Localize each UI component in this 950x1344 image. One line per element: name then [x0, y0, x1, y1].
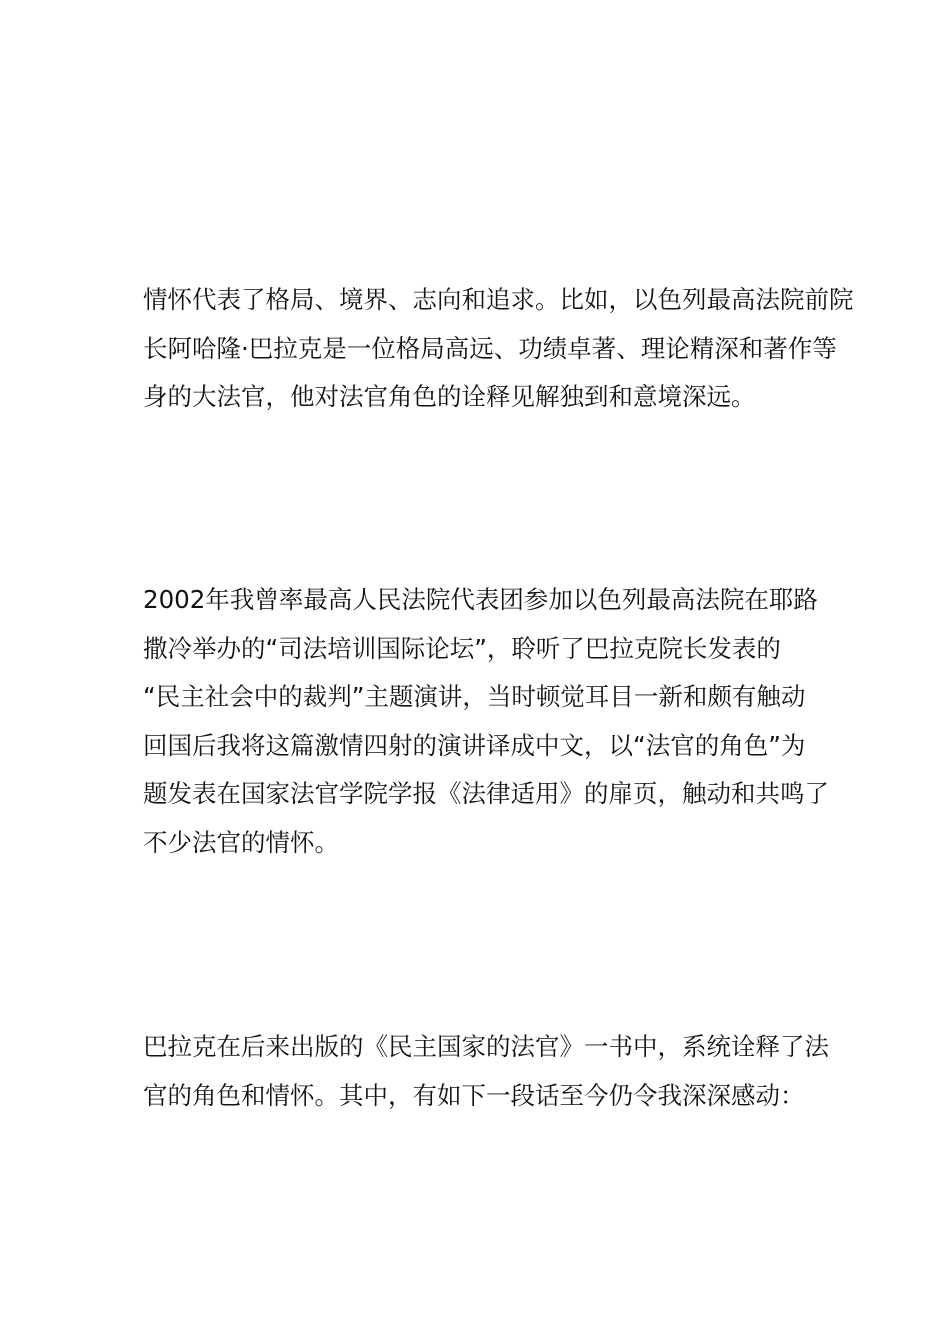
- paragraph-line: 回国后我将这篇激情四射的演讲译成中文，以“法官的角色”为: [143, 730, 806, 760]
- paragraph-2: [143, 576, 829, 867]
- paragraph-line: 身的大法官，他对法官角色的诠释见解独到和意境深远。: [143, 382, 756, 411]
- paragraph-line: “民主社会中的裁判”主题演讲，当时顿觉耳目一新和颇有触动: [143, 682, 806, 711]
- paragraph-line: 撒冷举办的“司法培训国际论坛”，聆听了巴拉克院长发表的: [143, 633, 781, 663]
- paragraph-line: 巴拉克在后来出版的《民主国家的法官》一书中，系统诠释了法: [143, 1032, 829, 1061]
- paragraph-line: 官的角色和情怀。其中，有如下一段话至今仍令我深深感动：: [143, 1080, 805, 1110]
- paragraph-line: 题发表在国家法官学院学报《法律适用》的扉页，触动和共鸣了: [143, 779, 829, 808]
- paragraph-1: [143, 276, 854, 422]
- paragraph-line: 长阿哈隆·巴拉克是一位格局高远、功绩卓著、理论精深和著作等: [143, 333, 837, 363]
- paragraph-line: 2002年我曾率最高人民法院代表团参加以色列最高法院在耶路: [143, 585, 818, 614]
- paragraph-line: 情怀代表了格局、境界、志向和追求。比如，以色列最高法院前院: [143, 285, 854, 314]
- paragraph-line: 不少法官的情怀。: [143, 827, 339, 857]
- paragraph-3: [143, 1023, 829, 1120]
